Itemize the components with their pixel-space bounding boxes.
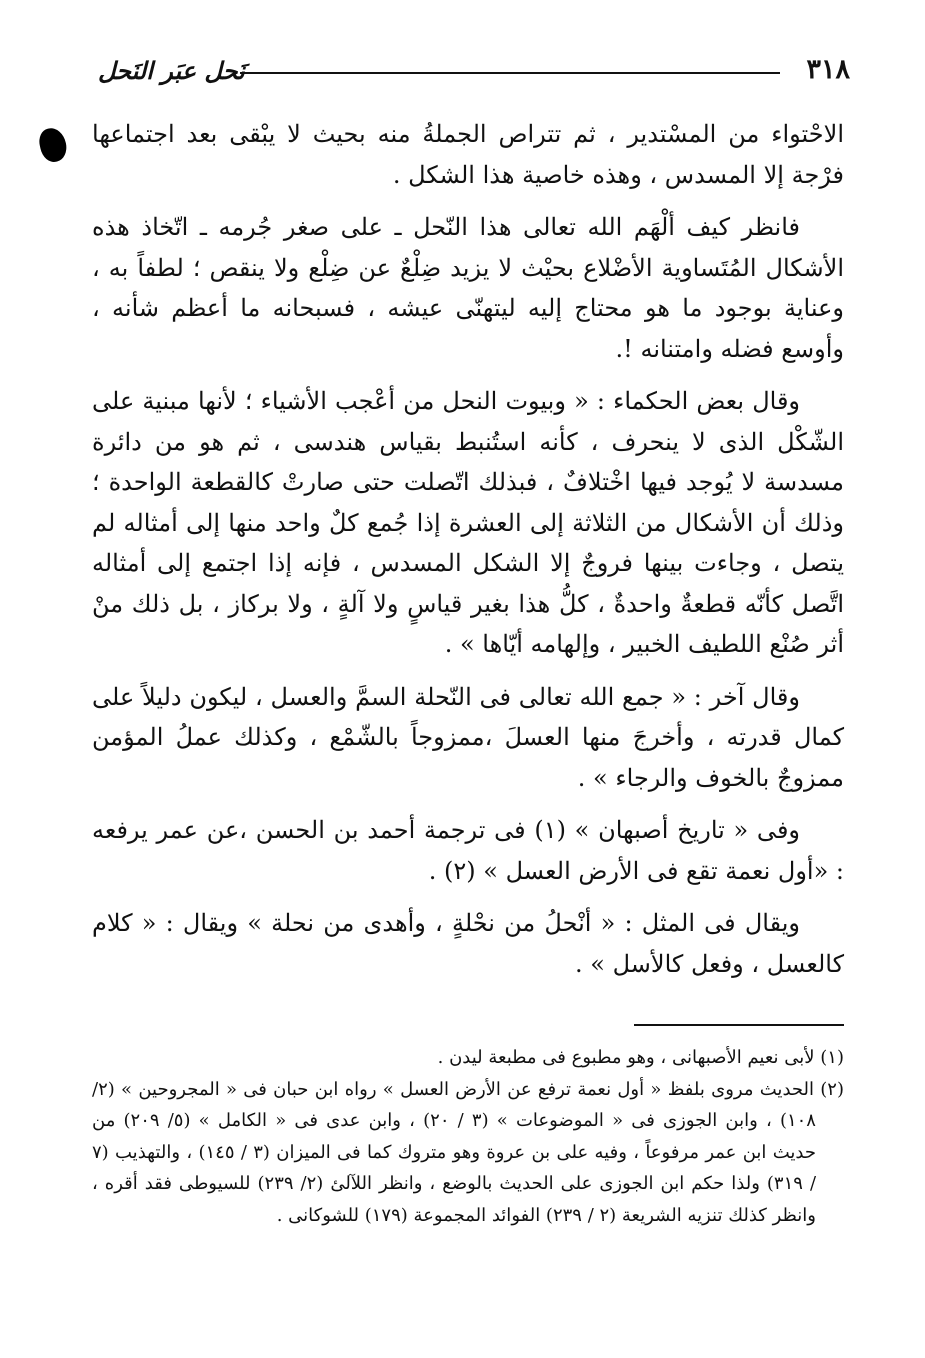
paragraph-another-saying: وقال آخر : « جمع الله تعالى فى النّحلة السمَّ والعسل ، ليكون دليلاً على كمال قدرته ، وأخرجَ منها العسلَ ،ممزوجاً بالشّمْع ، وكذلك عملُ المؤمن ممزوجٌ بالخوف والرجاء » .	[92, 682, 844, 792]
paragraph-bee-inspiration: فانظر كيف ألْهَم الله تعالى هذا النّحل ـ على صغر جُرمه ـ اتّخاذ هذه الأشكال المُتَساوية الأضْلاع بحيْث لا يزيد ضِلْعٌ عن ضِلْع ولا ينقص ؛ لطفاً به ، وعناية بوجود ما هو محتاج إليه ليتهنّى عيشه ، فسبحانه ما أعظم شأنه ، وأوسع فضله وامتنانه !.	[92, 213, 845, 363]
footnotes	[92, 1042, 844, 1231]
footnote-2: (٢) الحديث مروى بلفظ « أول نعمة ترفع عن الأرض العسل » رواه ابن حبان فى « المجروحين » (٢/ ١٠٨) ، وابن الجوزى فى « الموضوعات » (٣ / ٢٠) ، وابن عدى فى « الكامل » (٥/ ٢٠٩) من حديث ابن عمر مرفوعاً ، وفيه على بن عروة وهو متروك كما فى الميزان (٣ / ١٤٥) ، والتهذيب (٧ / ٣١٩) ولذا حكم ابن الجوزى على الحديث بالوضع ، وانظر اللآلئ (٢/ ٢٣٩) للسيوطى فقد أقره ، وانظر كذلك تنزيه الشريعة (٢ / ٢٣٩) الفوائد المجموعة (١٧٩) للشوكانى .	[92, 1078, 844, 1226]
paragraph-proverb: ويقال فى المثل : « أنْحلُ من نحْلةٍ ، وأهدى من نحلة » ويقال : « كلام كالعسل ، وفعل كالأسل » .	[92, 909, 844, 978]
paragraph-history-isfahan: وفى « تاريخ أصبهان » (١) فى ترجمة أحمد بن الحسن ،عن عمر يرفعه : «أول نعمة تقع فى الأرض العسل » (٢) .	[92, 816, 844, 885]
body-text	[92, 114, 844, 996]
ink-blot-mark	[37, 126, 70, 165]
page-number: ٣١٨	[806, 54, 850, 85]
paragraph-wise-saying: وقال بعض الحكماء : « وبيوت النحل من أعْجب الأشياء ؛ لأنها مبنية على الشّكْل الذى لا ينحرف ، كأنه استُنبط بقياس هندسى ، ثم هو من دائرة مسدسة لا يُوجد فيها اخْتلافٌ ، فبذلك اتّصلت حتى صارتْ كالقطعة الواحدة ؛ وذلك أن الأشكال من الثلاثة إلى العشرة إذا جُمع كلٌ واحد منها إلى أمثاله لم يتصل ، وجاءت بينها فروجٌ إلا الشكل المسدس ، فإنه إذا اجتمع إلى أمثاله اتَّصل كأنّه قطعةٌ واحدةٌ ، كلُّ هذا بغير قياسٍ ولا آلةٍ ، ولا بركاز ، بل ذلك منْ أثر صُنْع اللطيف الخبير ، وإلهامه أيّاها » .	[92, 387, 845, 658]
page-header	[98, 52, 850, 92]
footnote-rule	[634, 1024, 844, 1026]
header-rule	[240, 72, 780, 74]
footnote-1: (١) لأبى نعيم الأصبهانى ، وهو مطبوع فى مطبعة ليدن .	[437, 1047, 844, 1068]
paragraph-continuation: الاحْتواء من المسْتدير ، ثم تتراص الجملةُ منه بحيث لا يبْقى بعد اجتماعها فرْجة إلا المسدس ، وهذه خاصية هذا الشكل .	[92, 120, 844, 189]
running-title: نَحل عبَر النَحل	[98, 56, 245, 85]
